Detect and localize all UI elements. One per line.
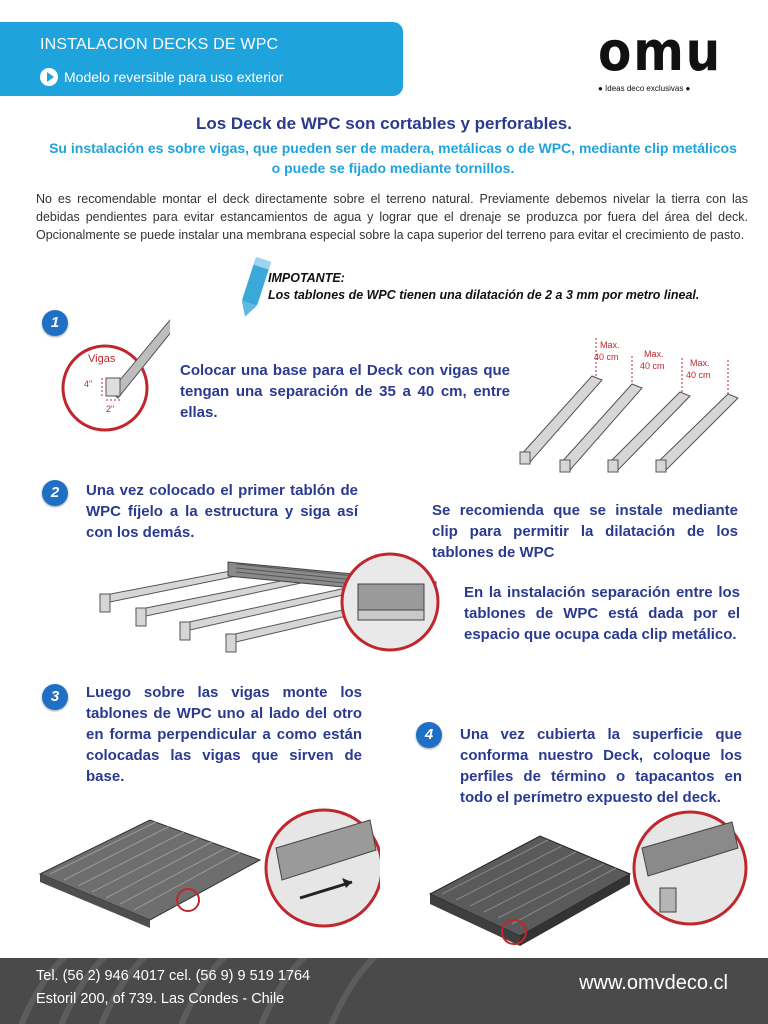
header-banner <box>0 22 403 96</box>
step-3-badge: 3 <box>42 684 68 710</box>
max-label-2: Max. <box>644 349 664 359</box>
footer-website-link[interactable]: www.omvdeco.cl <box>579 972 728 994</box>
deck-edged-illustration <box>420 808 756 956</box>
brand-logo <box>598 20 728 93</box>
important-note <box>268 270 699 304</box>
cm-label-3: 40 cm <box>686 370 711 380</box>
intro-paragraph: No es recomendable montar el deck directamente sobre el terreno natural. Previamente debemos nivelar la tierra con las debidas pendientes para evitar estancamientos de agua y lograr que el drenaje se produzca por fuera del área del deck. Opcionalmente se puede instalar una membrana especial sobre la capa superior del terreno para evitar el crecimiento de pasto. <box>36 192 748 242</box>
label-dim-2: 2" <box>106 404 115 414</box>
footer-bar <box>0 958 768 1024</box>
header-subtitle <box>40 68 283 86</box>
label-vigas: Vigas <box>88 353 116 365</box>
footer-phone: Tel. (56 2) 946 4017 cel. (56 9) 9 519 1764 <box>36 968 311 984</box>
headline: Los Deck de WPC son cortables y perforables. <box>195 114 572 133</box>
header-subtitle-text: Modelo reversible para uso exterior <box>64 69 284 85</box>
beams-spacing-illustration <box>510 336 750 476</box>
step-3-text: Luego sobre las vigas monte los tablones de WPC uno al lado del otro en forma perpendicular a como están colocadas las vigas que sirven de base. <box>86 684 362 785</box>
header-title: INSTALACION DECKS DE WPC <box>40 36 279 53</box>
step-1-text: Colocar una base para el Deck con vigas que tengan una separación de 35 a 40 cm, entre ellas. <box>180 362 510 421</box>
max-label-3: Max. <box>690 358 710 368</box>
note-text: Los tablones de WPC tienen una dilatación de 2 a 3 mm por metro lineal. <box>268 288 700 302</box>
max-label-1: Max. <box>600 340 620 350</box>
step-4-text: Una vez cubierta la superficie que conforma nuestro Deck, coloque los perfiles de término o tapacantos en todo el perímetro expuesto del deck. <box>460 726 742 806</box>
label-dim-4: 4" <box>84 379 93 389</box>
footer-address: Estoril 200, of 739. Las Condes - Chile <box>36 991 285 1007</box>
step-4-badge: 4 <box>416 722 442 748</box>
note-title: IMPOTANTE: <box>268 271 345 285</box>
step-2-text: Una vez colocado el primer tablón de WPC fíjelo a la estructura y siga así con los demás. <box>86 482 358 541</box>
logo-tagline: ● Ideas deco exclusivas ● <box>598 84 691 93</box>
step-1-badge: 1 <box>42 310 68 336</box>
clip-note-2: En la instalación separación entre los tablones de WPC está dada por el espacio que ocupa cada clip metálico. <box>464 584 740 643</box>
cm-label-1: 40 cm <box>594 352 619 362</box>
pencil-icon <box>236 256 272 322</box>
deck-assembled-illustration <box>30 790 380 946</box>
step-2-badge: 2 <box>42 480 68 506</box>
clip-note-1: Se recomienda que se instale mediante clip para permitir la dilatación de los tablones de WPC <box>432 502 738 561</box>
cm-label-2: 40 cm <box>640 361 665 371</box>
play-icon <box>40 68 58 86</box>
subheadline: Su instalación es sobre vigas, que pueden ser de madera, metálicas o de WPC, mediante clip metálicos o puede se fijado mediante tornillos. <box>49 140 737 176</box>
beam-detail-illustration <box>60 312 170 452</box>
first-plank-illustration <box>96 540 452 664</box>
logo-mark: omu <box>598 20 723 83</box>
